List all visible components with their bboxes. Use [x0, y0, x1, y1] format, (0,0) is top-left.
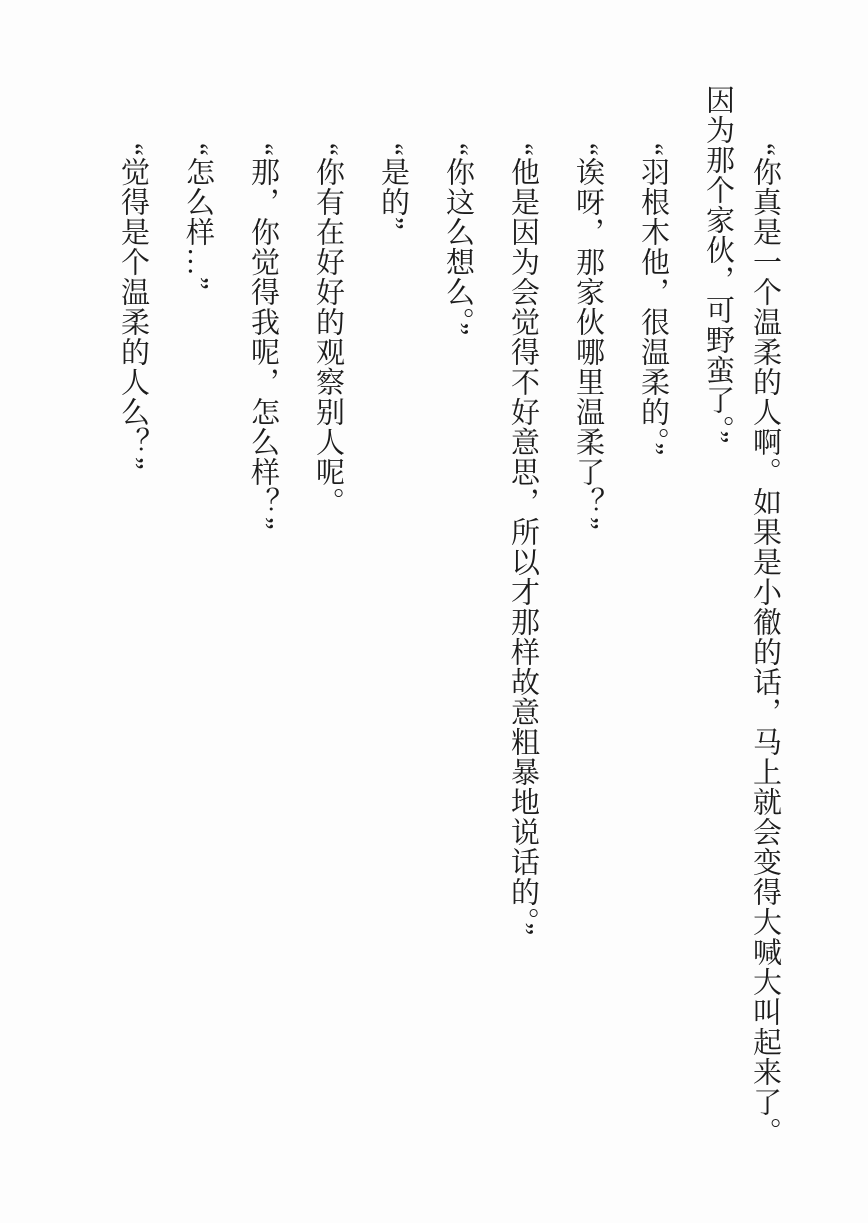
text-line: “诶呀，那家伙哪里温柔了？”	[572, 143, 604, 531]
dialogue-paragraph	[304, 85, 351, 1195]
text-line: “他是因为会觉得不好意思，所以才那样故意粗暴地说话的。”	[507, 143, 539, 937]
text-line: “你这么想么。”	[442, 143, 474, 337]
text-line: “觉得是个温柔的人么？”	[117, 143, 149, 471]
text-line: “是的”	[377, 143, 409, 231]
text-line: “羽根木他，很温柔的。”	[637, 143, 669, 457]
dialogue-paragraph	[109, 85, 156, 1195]
text-line: “你有在好好的观察别人呢。	[312, 143, 344, 517]
text-line: “那，你觉得我呢，怎么样？”	[247, 143, 279, 531]
dialogue-paragraph	[499, 85, 546, 1195]
text-line: 因为那个家伙，可野蛮了。”	[702, 85, 734, 445]
dialogue-paragraph	[174, 85, 221, 1195]
dialogue-paragraph	[369, 85, 416, 1195]
dialogue-paragraph	[694, 85, 788, 1195]
text-line: “怎么样…”	[182, 143, 214, 291]
text-line: “你真是一个温柔的人啊。如果是小徹的话，马上就会变得大喊大叫起来了。	[749, 143, 781, 1147]
dialogue-paragraph	[564, 85, 611, 1195]
dialogue-paragraph	[434, 85, 481, 1195]
dialogue-paragraph	[629, 85, 676, 1195]
dialogue-paragraph	[239, 85, 286, 1195]
vertical-text-block	[91, 85, 788, 1195]
